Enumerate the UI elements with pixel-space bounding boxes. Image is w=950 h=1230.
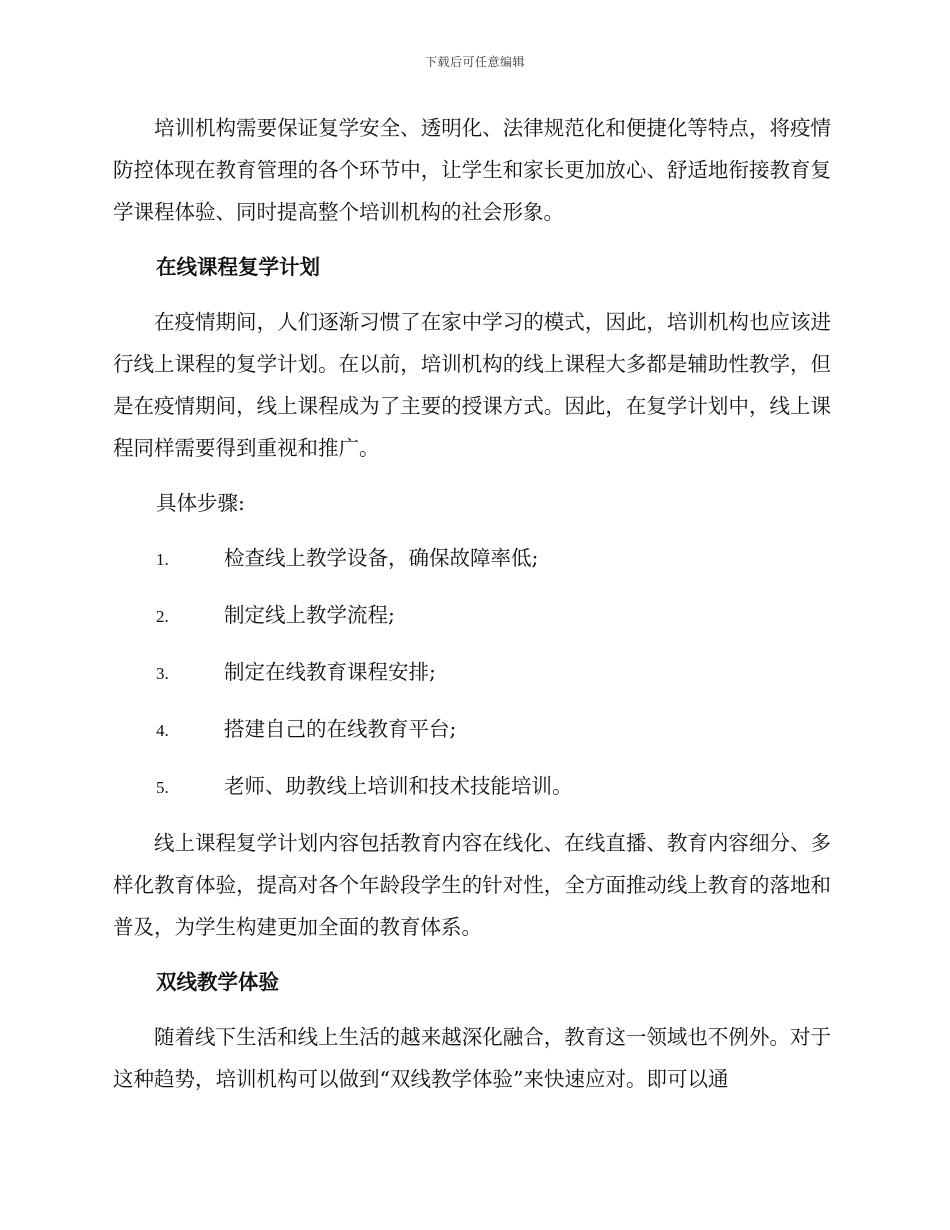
list-item-text: 检查线上教学设备，确保故障率低; — [224, 546, 539, 570]
list-item-number: 4. — [156, 721, 169, 740]
paragraph-dual-teaching: 随着线下生活和线上生活的越来越深化融合，教育这一领域也不例外。对于这种趋势，培训机构可以做到“双线教学体验”来快速应对。即可以通 — [113, 1025, 831, 1091]
paragraph-intro: 培训机构需要保证复学安全、透明化、法律规范化和便捷化等特点，将疫情防控体现在教育管理的各个环节中，让学生和家长更加放心、舒适地衔接教育复学课程体验、同时提高整个培训机构的社会形象。 — [113, 116, 831, 224]
document-body — [113, 107, 831, 1113]
list-item — [113, 594, 831, 638]
list-item-text: 搭建自己的在线教育平台; — [224, 717, 457, 741]
list-item — [113, 537, 831, 581]
steps-intro: 具体步骤: — [156, 491, 245, 515]
list-item — [113, 708, 831, 752]
page-header-note: 下载后可任意编辑 — [424, 55, 525, 69]
list-item-number: 1. — [156, 550, 169, 569]
paragraph-online-course: 在疫情期间，人们逐渐习惯了在家中学习的模式，因此，培训机构也应该进行线上课程的复学计划。在以前，培训机构的线上课程大多都是辅助性教学，但是在疫情期间，线上课程成为了主要的授课方式。因此，在复学计划中，线上课程同样需要得到重视和推广。 — [113, 310, 831, 460]
list-item — [113, 651, 831, 695]
list-item-text: 制定线上教学流程; — [224, 603, 395, 627]
paragraph-online-content: 线上课程复学计划内容包括教育内容在线化、在线直播、教育内容细分、多样化教育体验，提高对各个年龄段学生的针对性，全方面推动线上教育的落地和普及，为学生构建更加全面的教育体系。 — [113, 831, 831, 939]
list-item-number: 5. — [156, 778, 169, 797]
list-item-text: 老师、助教线上培训和技术技能培训。 — [224, 774, 573, 798]
list-item — [113, 765, 831, 809]
list-item-number: 2. — [156, 607, 169, 626]
section-heading-dual-teaching: 双线教学体验 — [156, 970, 279, 994]
section-heading-online-course: 在线课程复学计划 — [156, 255, 320, 279]
list-item-number: 3. — [156, 664, 169, 683]
list-item-text: 制定在线教育课程安排; — [224, 660, 436, 684]
